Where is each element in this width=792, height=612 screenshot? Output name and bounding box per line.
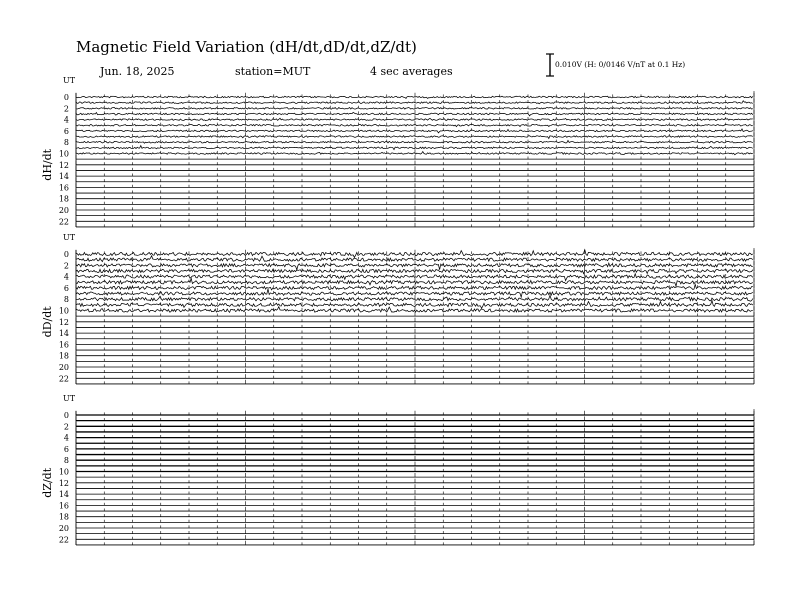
hour-row: [76, 172, 754, 176]
trace-line: [76, 274, 753, 281]
hour-label: 20: [58, 363, 69, 372]
trace-line: [76, 278, 753, 286]
hour-row: [76, 473, 754, 477]
hour-row: [76, 144, 754, 150]
trace-line: [76, 289, 753, 297]
hour-row: [76, 428, 754, 432]
hour-label: 20: [58, 206, 69, 215]
hour-row: [76, 445, 754, 449]
trace-line: [76, 129, 753, 133]
hour-row: [76, 529, 754, 533]
hour-label: 18: [58, 512, 69, 522]
hour-label: 2: [63, 261, 69, 271]
hour-row: [76, 450, 754, 454]
hour-label: 0: [63, 250, 69, 259]
hour-label: 18: [58, 194, 69, 204]
axis-label-dZ-dt: dZ/dt: [41, 467, 54, 498]
hour-row: [76, 368, 754, 372]
hour-row: [76, 155, 754, 159]
hour-row: [76, 104, 754, 109]
hour-row: [76, 467, 754, 471]
trace-line: [76, 256, 753, 262]
hour-label: 12: [58, 160, 69, 170]
hour-label: 22: [58, 217, 69, 227]
hour-row: [76, 507, 754, 511]
hour-row: [76, 189, 754, 193]
hour-label: 6: [63, 126, 69, 136]
hour-row: [76, 518, 754, 522]
hour-label: 2: [63, 422, 69, 432]
hour-row: [76, 115, 754, 120]
hour-row: [76, 183, 754, 187]
date-label: Jun. 18, 2025: [100, 65, 175, 78]
hour-row: [76, 211, 754, 215]
hour-row: [76, 484, 754, 488]
hour-label: 16: [58, 183, 69, 193]
hour-row: [76, 318, 754, 322]
hour-row: [76, 195, 754, 199]
hour-label: 20: [58, 524, 69, 533]
hour-row: [76, 433, 754, 437]
scale-bar: [546, 54, 554, 76]
panel-dH-dt: [41, 76, 754, 227]
hour-label: 8: [63, 138, 69, 148]
trace-line: [76, 96, 753, 98]
hour-row: [76, 255, 754, 261]
hour-label: 8: [63, 456, 69, 466]
hour-label: 8: [63, 295, 69, 305]
hour-label: 6: [63, 444, 69, 454]
hour-label: 10: [58, 467, 69, 477]
axis-label-dD-dt: dD/dt: [41, 306, 54, 338]
station-label: station=MUT: [235, 65, 311, 78]
axis-label-dH-dt: dH/dt: [41, 148, 54, 181]
hour-row: [76, 127, 754, 133]
averaging-label: 4 sec averages: [370, 65, 453, 78]
hour-row: [76, 217, 754, 221]
hour-row: [76, 357, 754, 361]
hour-label: 4: [63, 433, 69, 443]
trace-line: [76, 140, 753, 143]
hour-row: [76, 456, 754, 460]
hour-row: [76, 416, 754, 420]
hour-label: 4: [63, 115, 69, 125]
hour-row: [76, 422, 754, 426]
hour-label: 10: [58, 306, 69, 316]
trace-line: [76, 146, 753, 150]
hour-label: 18: [58, 351, 69, 361]
hour-row: [76, 374, 754, 378]
hour-row: [76, 490, 754, 494]
hour-label: 22: [58, 535, 69, 545]
hour-row: [76, 340, 754, 344]
hour-row: [76, 335, 754, 339]
hour-row: [76, 110, 754, 116]
trace-line: [76, 295, 753, 301]
hour-row: [76, 352, 754, 356]
trace-line: [76, 269, 753, 273]
hour-label: 0: [63, 93, 69, 102]
hour-row: [76, 200, 754, 204]
hour-row: [76, 149, 754, 154]
hour-row: [76, 223, 754, 227]
hour-row: [76, 284, 754, 290]
trace-line: [76, 136, 753, 139]
hour-row: [76, 541, 754, 545]
hour-row: [76, 535, 754, 539]
hour-row: [76, 479, 754, 483]
hour-label: 14: [58, 329, 69, 339]
ut-label: UT: [63, 394, 76, 403]
hour-label: 22: [58, 374, 69, 384]
hour-row: [76, 121, 754, 127]
hour-row: [76, 166, 754, 170]
hour-row: [76, 312, 754, 316]
trace-line: [76, 263, 753, 270]
trace-line: [76, 124, 753, 126]
ut-label: UT: [63, 233, 76, 242]
hour-row: [76, 513, 754, 517]
hour-row: [76, 501, 754, 505]
hour-row: [76, 206, 754, 210]
hour-row: [76, 329, 754, 333]
panels: [41, 76, 754, 545]
ut-label: UT: [63, 76, 76, 85]
hour-row: [76, 462, 754, 466]
hour-row: [76, 346, 754, 350]
trace-line: [76, 284, 753, 289]
panel-dD-dt: [41, 233, 754, 384]
hour-row: [76, 178, 754, 182]
hour-row: [76, 439, 754, 443]
hour-row: [76, 380, 754, 384]
hour-label: 16: [58, 340, 69, 350]
hour-row: [76, 496, 754, 500]
hour-row: [76, 524, 754, 528]
trace-line: [76, 152, 753, 155]
hour-label: 14: [58, 490, 69, 500]
hour-row: [76, 306, 754, 312]
panel-dZ-dt: [41, 394, 754, 545]
trace-line: [76, 118, 753, 121]
hour-label: 14: [58, 172, 69, 182]
chart-title: Magnetic Field Variation (dH/dt,dD/dt,dZ/dt): [76, 38, 417, 56]
hour-label: 4: [63, 272, 69, 282]
trace-line: [76, 250, 753, 258]
hour-label: 0: [63, 411, 69, 420]
hour-row: [76, 411, 754, 415]
trace-line: [76, 101, 753, 104]
hour-row: [76, 323, 754, 327]
trace-line: [76, 108, 753, 110]
hour-row: [76, 93, 754, 99]
scale-label: 0.010V (H: 0/0146 V/nT at 0.1 Hz): [555, 60, 686, 69]
trace-line: [76, 307, 753, 313]
hour-label: 12: [58, 317, 69, 327]
trace-line: [76, 301, 753, 309]
hour-label: 12: [58, 478, 69, 488]
hour-row: [76, 132, 754, 138]
hour-row: [76, 98, 754, 103]
hour-row: [76, 138, 754, 143]
hour-row: [76, 295, 754, 301]
hour-row: [76, 161, 754, 165]
hour-row: [76, 363, 754, 367]
hour-label: 10: [58, 149, 69, 159]
hour-label: 16: [58, 501, 69, 511]
hour-label: 6: [63, 283, 69, 293]
trace-line: [76, 112, 753, 116]
hour-label: 2: [63, 104, 69, 114]
